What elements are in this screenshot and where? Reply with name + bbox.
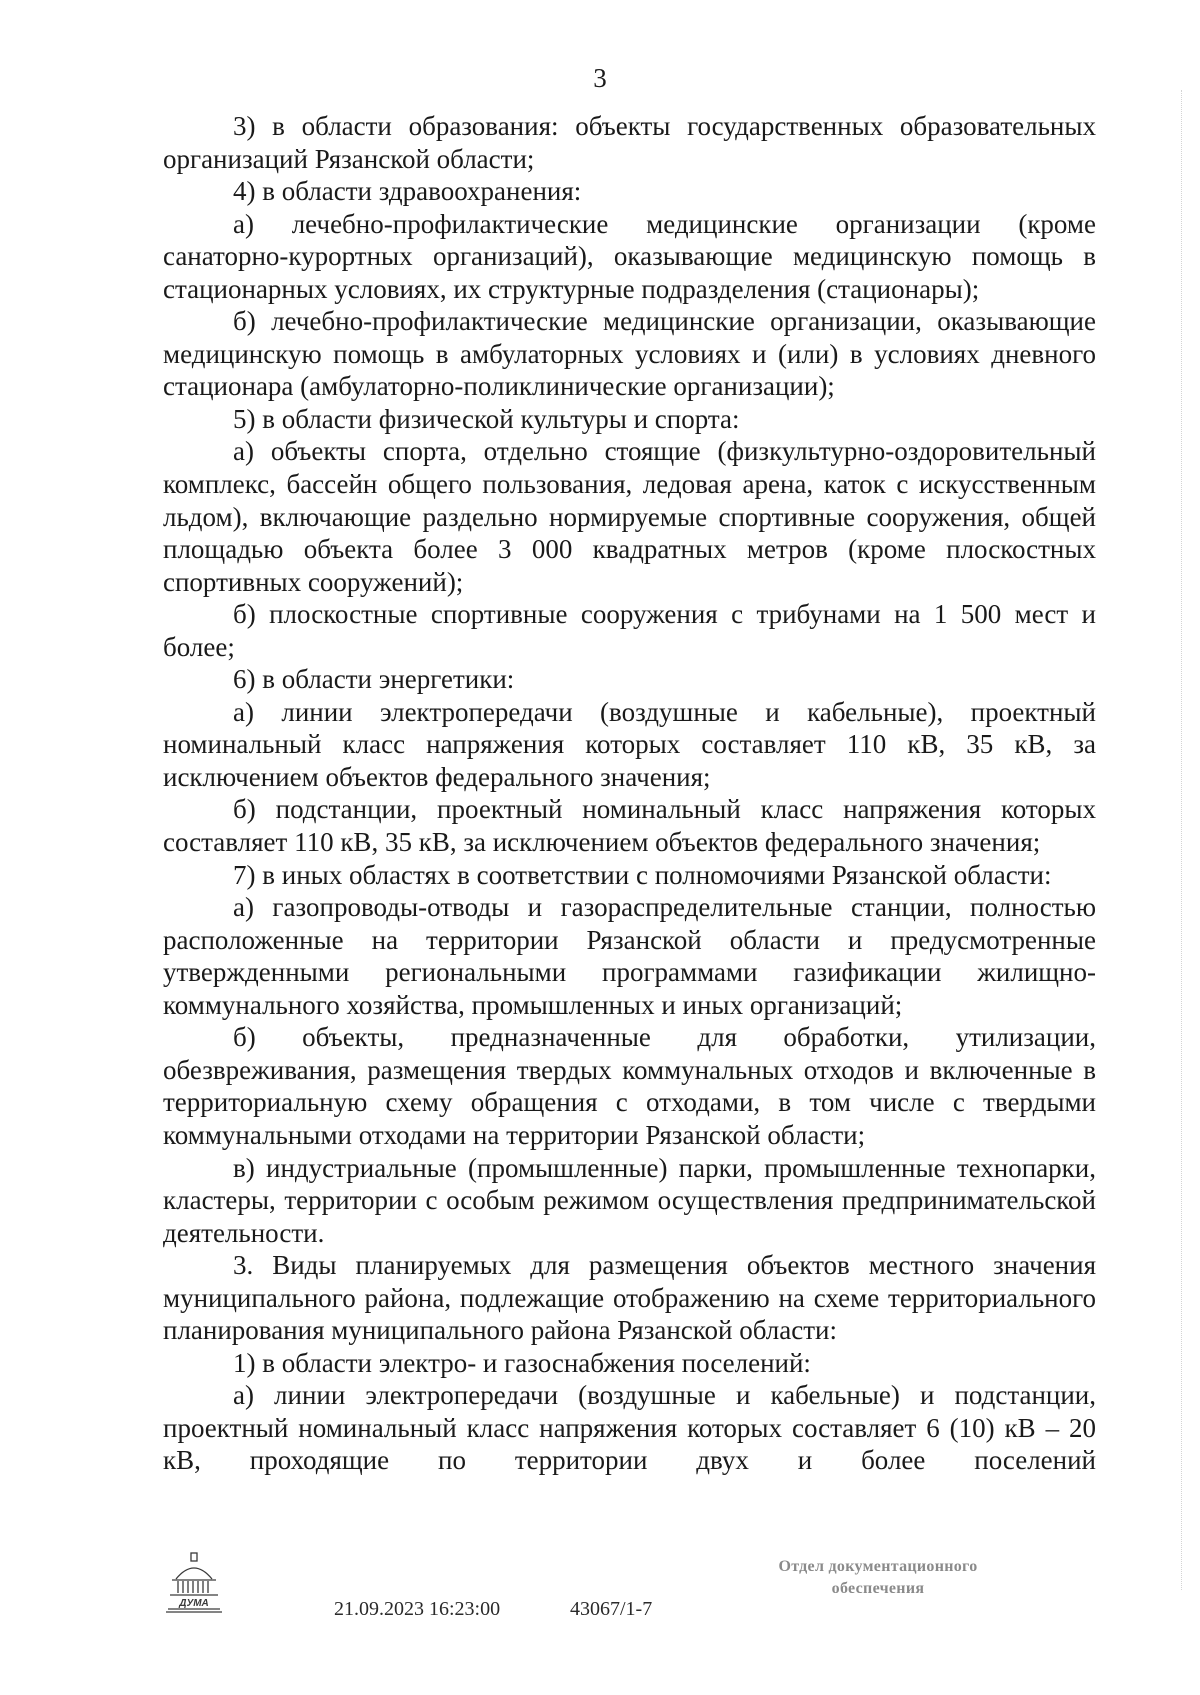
paragraph: 7) в иных областях в соответствии с полномочиями Рязанской области:: [233, 859, 1052, 890]
paragraph: а) лечебно-профилактические медицинские организации (кроме санаторно-курортных организаций), оказывающие медицинскую помощь в стационарных условиях, их структурные подразделения (стационары);: [163, 208, 1096, 304]
paragraph: б) подстанции, проектный номинальный класс напряжения которых составляет 110 кВ, 35 кВ, за исключением объектов федерального значения;: [163, 794, 1096, 858]
paragraph: 3. Виды планируемых для размещения объектов местного значения муниципального района, подлежащие отображению на схеме территориального планирования муниципального района Рязанской области:: [163, 1250, 1096, 1346]
department-stamp-line: обеспечения: [831, 1580, 925, 1597]
paragraph: 5) в области физической культуры и спорта:: [233, 403, 740, 434]
footer-code: 43067/1-7: [570, 1598, 653, 1620]
department-stamp: [718, 1556, 1038, 1600]
logo-text: ДУМА: [179, 1598, 209, 1609]
scan-edge-marks: [1181, 90, 1200, 1590]
paragraph: в) индустриальные (промышленные) парки, промышленные технопарки, кластеры, территории с особым режимом осуществления предпринимательской деятельности.: [163, 1152, 1096, 1248]
paragraph: а) газопроводы-отводы и газораспределительные станции, полностью расположенные на территории Рязанской области и предусмотренные утвержденными региональными программами газификации жилищно-коммунального хозяйства, промышленных и иных организаций;: [163, 892, 1096, 1020]
department-stamp-line: Отдел документационного: [778, 1558, 978, 1575]
duma-logo-icon: [164, 1551, 224, 1615]
paragraph: а) линии электропередачи (воздушные и кабельные), проектный номинальный класс напряжения которых составляет 110 кВ, 35 кВ, за исключением объектов федерального значения;: [163, 696, 1096, 792]
paragraph: а) объекты спорта, отдельно стоящие (физкультурно-оздоровительный комплекс, бассейн общего пользования, ледовая арена, каток с искусственным льдом), включающие раздельно нормируемые спортивные сооружения, общей площадью объекта более 3 000 квадратных метров (кроме плоскостных спортивных сооружений);: [163, 436, 1096, 597]
paragraph: б) плоскостные спортивные сооружения с трибунами на 1 500 мест и более;: [163, 599, 1096, 662]
paragraph: 3) в области образования: объекты государственных образовательных организаций Рязанской области;: [163, 111, 1096, 174]
document-body: [163, 110, 1096, 1477]
paragraph: а) линии электропередачи (воздушные и кабельные) и подстанции, проектный номинальный класс напряжения которых составляет 6 (10) кВ – 20 кВ, проходящие по территории двух и более поселений: [163, 1380, 1096, 1476]
footer-date: 21.09.2023 16:23:00: [334, 1598, 501, 1620]
paragraph: б) объекты, предназначенные для обработки, утилизации, обезвреживания, размещения твердых коммунальных отходов и включенные в территориальную схему обращения с отходами, в том числе с твердыми коммунальными отходами на территории Рязанской области;: [163, 1022, 1096, 1150]
paragraph: 4) в области здравоохранения:: [233, 176, 582, 207]
page-number: 3: [593, 63, 607, 93]
paragraph: б) лечебно-профилактические медицинские организации, оказывающие медицинскую помощь в амбулаторных условиях и (или) в условиях дневного стационара (амбулаторно-поликлинические организации);: [163, 306, 1096, 402]
paragraph: 6) в области энергетики:: [233, 664, 515, 695]
paragraph: 1) в области электро- и газоснабжения поселений:: [233, 1347, 811, 1378]
